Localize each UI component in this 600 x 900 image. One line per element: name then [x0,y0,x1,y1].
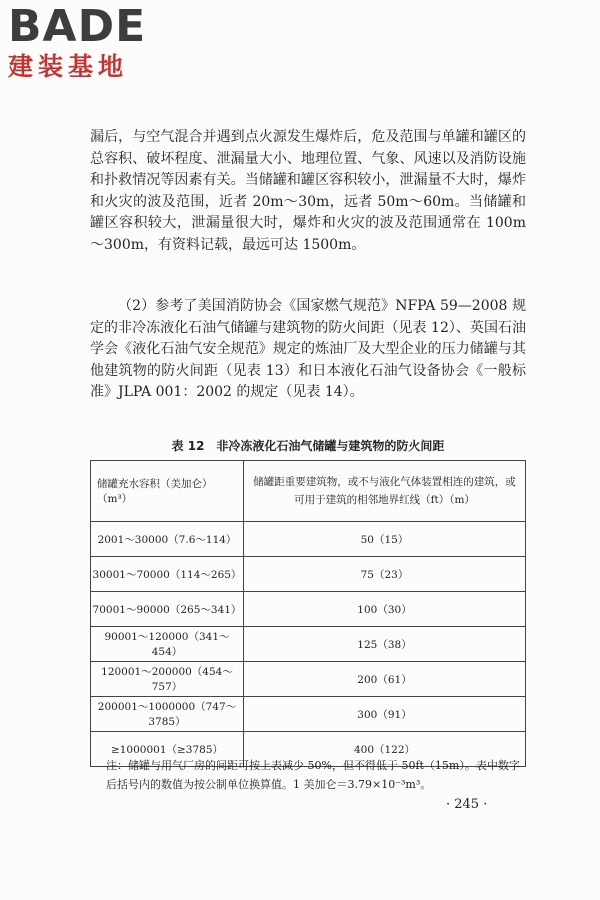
distance-cell: 50（15） [244,522,526,557]
header-capacity: 储罐充水容积（美加仑）（m³） [91,461,244,522]
paragraph-2: （2）参考了美国消防协会《国家燃气规范》NFPA 59—2008 规定的非冷冻液化石油气储罐与建筑物的防火间距（见表 12）、英国石油学会《液化石油气安全规范》规定的炼油厂及大型企业的压力储罐与其他建筑物的防火间距（见表 13）和日本液化石油气设备协会《一般标准》JLPA 001：2002 的规定（见表 14）。 [90,298,526,401]
table-caption: 表 12 非冷冻液化石油气储罐与建筑物的防火间距 [171,439,445,453]
table-row [91,522,526,557]
table-header-row [91,461,526,522]
distance-cell: 100（30） [244,592,526,627]
capacity-cell: 2001～30000（7.6～114） [91,522,244,557]
header-distance: 储罐距重要建筑物，或不与液化气体装置相连的建筑，或可用于建筑的相邻地界红线（ft）（m） [244,461,526,522]
table-row [91,662,526,697]
paragraph-1: 漏后，与空气混合并遇到点火源发生爆炸后，危及范围与单罐和罐区的总容积、破坏程度、泄漏量大小、地理位置、气象、风速以及消防设施和扑救情况等因素有关。当储罐和罐区容积较小，泄漏量不大时，爆炸和火灾的波及范围，近者 20m～30m，远者 50m～60m。当储罐和罐区容积较大，泄漏量很大时，爆炸和火灾的波及范围通常在 100m～300m，有资料记载，最远可达 1500m。 [90,129,526,253]
page-number: · 245 · [446,797,488,812]
capacity-cell: 200001～1000000（747～3785） [91,697,244,732]
logo-subtitle: 建装基地 [8,52,129,81]
capacity-cell: ≥1000001（≥3785） [91,732,244,767]
logo [8,1,178,82]
capacity-cell: 70001～90000（265～341） [91,592,244,627]
table-row [91,697,526,732]
capacity-cell: 30001～70000（114～265） [91,557,244,592]
capacity-cell: 90001～120000（341～454） [91,627,244,662]
table-note: 注：储罐与用气厂房的间距可按上表减少 50%，但不得低于 50ft（15m）。表中数字后括号内的数值为按公制单位换算值。1 美加仑＝3.79×10⁻³m³。 [106,759,520,791]
distance-cell: 200（61） [244,662,526,697]
table-row [91,557,526,592]
distance-cell: 125（38） [244,627,526,662]
table-row [91,627,526,662]
table-row [91,592,526,627]
distance-cell: 400（122） [244,732,526,767]
distance-cell: 300（91） [244,697,526,732]
distance-cell: 75（23） [244,557,526,592]
logo-wordmark: BADE [8,1,147,52]
distance-table [90,460,526,767]
capacity-cell: 120001～200000（454～757） [91,662,244,697]
